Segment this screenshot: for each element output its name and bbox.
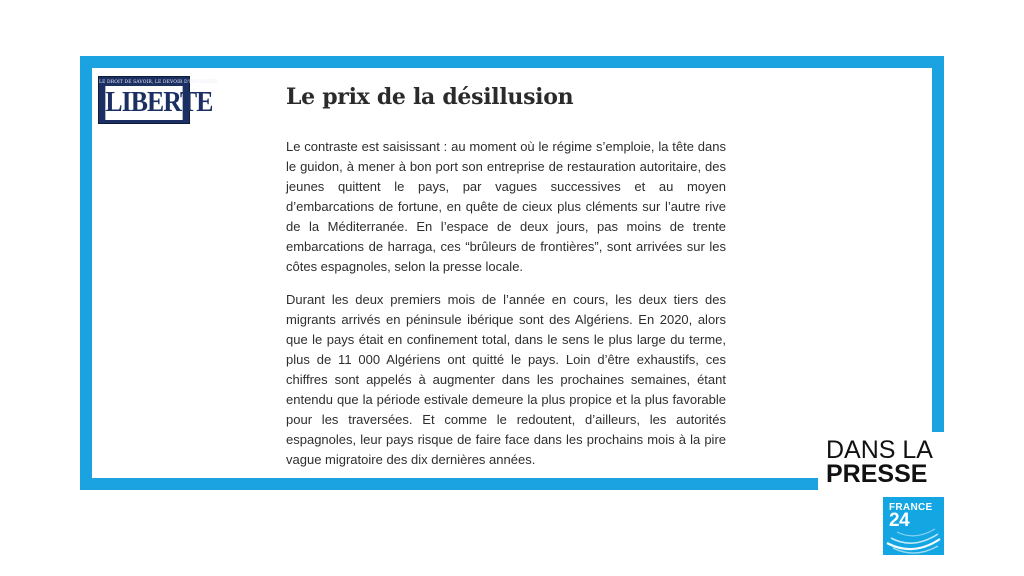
channel-name: FRANCE [889,502,933,513]
show-title-line2: PRESSE [826,460,928,488]
channel-number: 24 [889,510,910,531]
article-paragraph-1: Le contraste est saisissant : au moment où le régime s’emploie, la tête dans le guidon, à mener à bon port son entreprise de restauration autoritaire, des jeunes quittent le pays, par vagues successives et au moyen d’embarcations de fortune, en quête de cieux plus cléments sur l’autre rive de la Méditerranée. En l’espace de deux jours, pas moins de trente embarcations de harraga, ces “brûleurs de frontières”, sont arrivées sur les côtes espagnoles, selon la presse locale. [286,139,726,274]
article-headline: Le prix de la désillusion [286,84,574,110]
article-body [286,137,726,470]
globe-waves-icon [883,527,944,555]
france24-logo [883,497,944,555]
logo-name: LIBERTE [105,87,213,118]
show-title-badge [818,432,944,490]
logo-tagline: LE DROIT DE SAVOIR, LE DEVOIR D'INFORMER [99,80,218,85]
article-paragraph-2: Durant les deux premiers mois de l’année en cours, les deux tiers des migrants arrivés en péninsule ibérique sont des Algériens. En 2020, alors que le pays était en confinement total, dans le sens le plus large du terme, plus de 11 000 Algériens ont quitté le pays. Loin d’être exhaustifs, ces chiffres sont appelés à augmenter dans les prochaines semaines, étant entendu que la période estivale demeure la plus propice et la plus favorable pour les traversées. Et comme le redoutent, d’ailleurs, les autorités espagnoles, leur pays risque de faire face dans les prochains mois à la pire vague migratoire des dix dernières années. [286,292,726,467]
liberte-logo [98,76,218,124]
show-title-line1: DANS LA [826,436,933,464]
